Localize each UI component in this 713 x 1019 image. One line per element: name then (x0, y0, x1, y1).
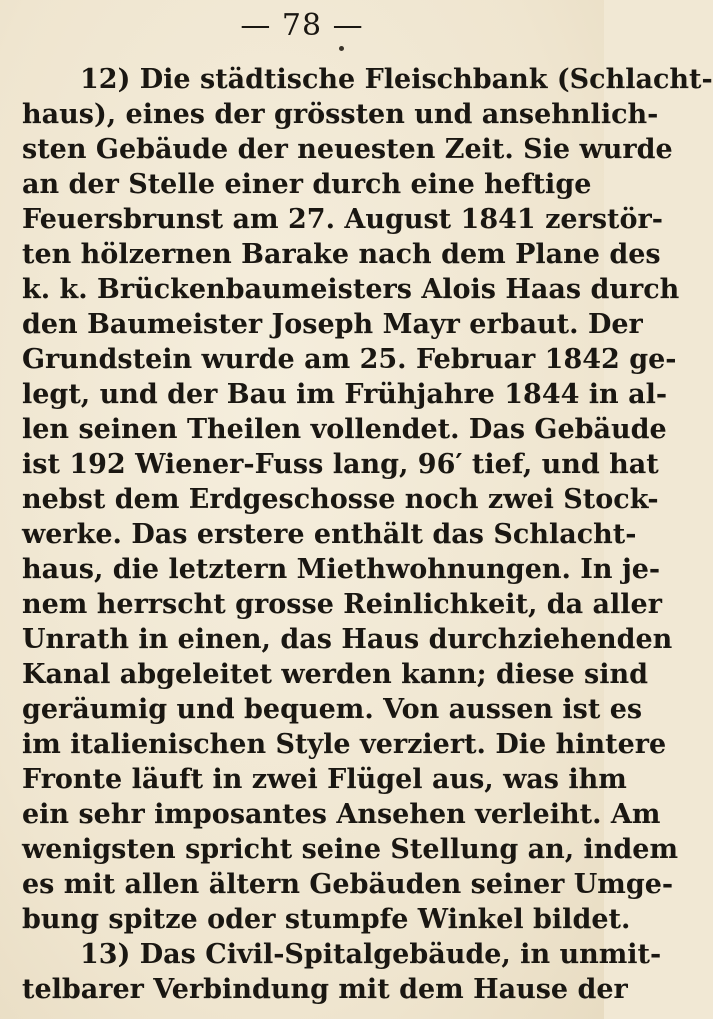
text-line: Unrath in einen, das Haus durchziehenden (22, 624, 673, 655)
ink-dot (339, 46, 344, 51)
text-line: sten Gebäude der neuesten Zeit. Sie wurde (22, 134, 673, 165)
text-line: 12) Die städtische Fleischbank (Schlacht- (80, 64, 713, 95)
text-line: 13) Das Civil-Spitalgebäude, in unmit- (80, 939, 662, 970)
text-line: nebst dem Erdgeschosse noch zwei Stock- (22, 484, 659, 515)
text-line: haus), eines der grössten und ansehnlich- (22, 99, 659, 130)
text-line: ten hölzernen Barake nach dem Plane des (22, 239, 661, 270)
text-line: haus, die letztern Miethwohnungen. In je- (22, 554, 661, 585)
text-line: legt, und der Bau im Frühjahre 1844 in al- (22, 379, 668, 410)
text-line: den Baumeister Joseph Mayr erbaut. Der (22, 309, 643, 340)
text-line: es mit allen ältern Gebäuden seiner Umge- (22, 869, 674, 900)
text-line: ein sehr imposantes Ansehen verleiht. Am (22, 799, 661, 830)
text-line: werke. Das erstere enthält das Schlacht- (22, 519, 637, 550)
text-line: telbarer Verbindung mit dem Hause der (22, 974, 628, 1005)
text-line: Feuersbrunst am 27. August 1841 zerstör- (22, 204, 663, 235)
text-line: nem herrscht grosse Reinlichkeit, da aller (22, 589, 662, 620)
text-line: Grundstein wurde am 25. Februar 1842 ge- (22, 344, 677, 375)
text-line: k. k. Brückenbaumeisters Alois Haas durch (22, 274, 680, 305)
text-line: Kanal abgeleitet werden kann; diese sind (22, 659, 649, 690)
text-line: wenigsten spricht seine Stellung an, indem (22, 834, 679, 865)
text-line: ist 192 Wiener-Fuss lang, 96′ tief, und hat (22, 449, 659, 480)
text-line: bung spitze oder stumpfe Winkel bildet. (22, 904, 631, 935)
text-line: len seinen Theilen vollendet. Das Gebäude (22, 414, 667, 445)
text-line: an der Stelle einer durch eine heftige (22, 169, 592, 200)
text-line: im italienischen Style verziert. Die hintere (22, 729, 667, 760)
text-line: geräumig und bequem. Von aussen ist es (22, 694, 643, 725)
text-line: Fronte läuft in zwei Flügel aus, was ihm (22, 764, 627, 795)
page-number: — 78 — (240, 8, 364, 43)
